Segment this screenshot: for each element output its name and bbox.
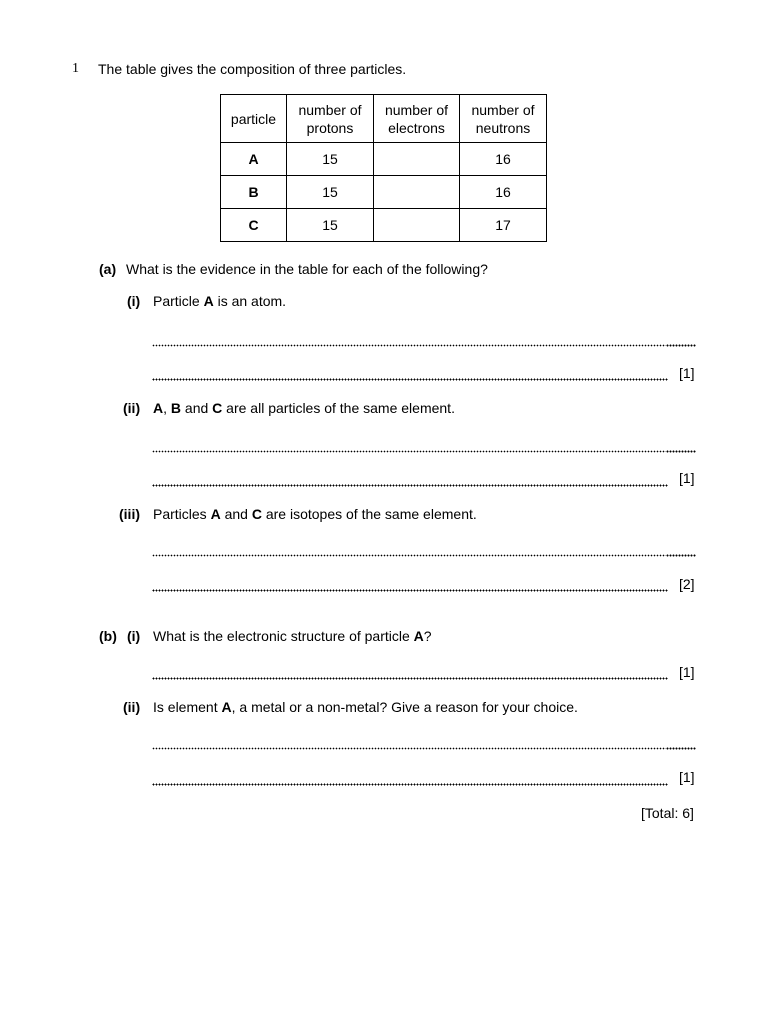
table-row [221,176,547,209]
question-number: 1 [72,61,79,76]
cell-electrons [374,176,460,209]
answer-line[interactable] [152,677,668,680]
cell-neutrons: 16 [460,176,547,209]
answer-line[interactable] [152,344,666,347]
cell-particle: B [221,176,287,209]
cell-protons: 15 [287,176,374,209]
table-header-row [221,95,547,143]
cell-neutrons: 16 [460,143,547,176]
part-b-label: (b) [99,628,117,644]
cell-neutrons: 17 [460,209,547,242]
mark-allocation: [2] [679,576,695,592]
cell-protons: 15 [287,209,374,242]
cell-particle: A [221,143,287,176]
header-electrons-label: number of electrons [384,101,449,136]
answer-line[interactable] [152,484,668,487]
header-neutrons [460,95,547,143]
answer-line[interactable] [152,450,666,453]
mark-allocation: [1] [679,470,695,486]
header-particle: particle [221,95,287,143]
header-electrons [374,95,460,143]
header-protons [287,95,374,143]
part-b-ii-text: Is element A, a metal or a non-metal? Give a reason for your choice. [153,699,578,715]
part-b-i-label: (i) [127,628,141,644]
part-a-i-text: Particle A is an atom. [153,293,287,309]
answer-line[interactable] [152,554,666,557]
cell-electrons [374,209,460,242]
question-stem: The table gives the composition of three particles. [98,61,407,77]
part-a-text: What is the evidence in the table for each of the following? [126,261,488,277]
answer-line[interactable] [152,589,668,592]
part-a-i-label: (i) [127,293,141,309]
cell-electrons [374,143,460,176]
header-protons-label: number of protons [298,101,362,136]
part-a-ii-text: A, B and C are all particles of the same element. [153,400,455,416]
part-a-ii-label: (ii) [123,400,141,416]
part-a-iii-text: Particles A and C are isotopes of the same element. [153,506,477,522]
part-a-iii-label: (iii) [119,506,140,522]
cell-protons: 15 [287,143,374,176]
total-marks: [Total: 6] [641,805,694,821]
table-row [221,143,547,176]
mark-allocation: [1] [679,365,695,381]
answer-line[interactable] [152,747,666,750]
mark-allocation: [1] [679,769,695,785]
part-b-i-text: What is the electronic structure of particle A? [153,628,432,644]
answer-line[interactable] [152,783,668,786]
cell-particle: C [221,209,287,242]
answer-line[interactable] [152,378,668,381]
composition-table [220,94,547,242]
part-a-label: (a) [99,261,117,277]
header-neutrons-label: number of neutrons [471,101,535,136]
table-row [221,209,547,242]
mark-allocation: [1] [679,664,695,680]
part-b-ii-label: (ii) [123,699,141,715]
